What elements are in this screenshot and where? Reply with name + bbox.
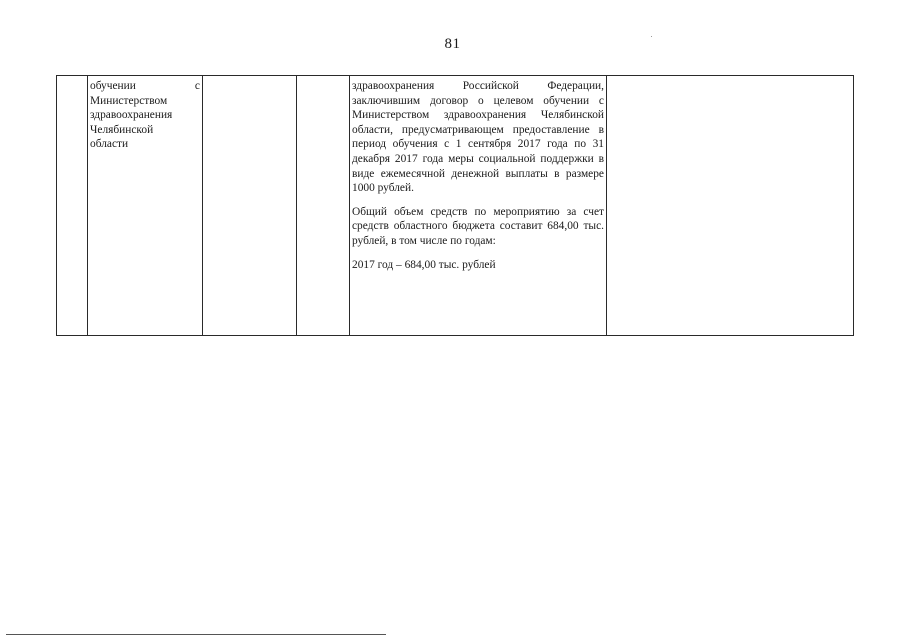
page-number: 81 [444,36,461,52]
cell-empty-1 [203,76,297,336]
activity-line-1: обучении с [90,80,200,92]
cell-empty-2 [297,76,350,336]
table-row [57,76,854,336]
activity-line-3: здравоохранения [90,109,173,122]
description-paragraph-1: здравоохранения Российской Федерации, заключившим договор о целевом обучении с Министерством здравоохранения Челябинской области, предусматривающем предоставление в период обучения с 1 сентября 2017 года по 31 декабря 2017 года меры социальной поддержки в виде ежемесячной денежной выплаты в размере 1000 рублей. [352,80,604,195]
description-paragraph-3: 2017 год – 684,00 тыс. рублей [352,258,496,271]
document-table [56,75,854,336]
cell-description [350,76,607,336]
activity-line-2: Министерством [90,94,168,107]
description-paragraph-2: Общий объем средств по мероприятию за счет средств областного бюджета составит 684,00 тыс. рублей, в том числе по годам: [352,205,604,247]
scan-speck [651,36,652,37]
activity-line-5: области [90,138,129,151]
footer-rule [6,634,386,635]
cell-activity-name [88,76,203,336]
cell-empty-3 [607,76,854,336]
cell-number [57,76,88,336]
activity-line-4: Челябинской [90,123,154,136]
